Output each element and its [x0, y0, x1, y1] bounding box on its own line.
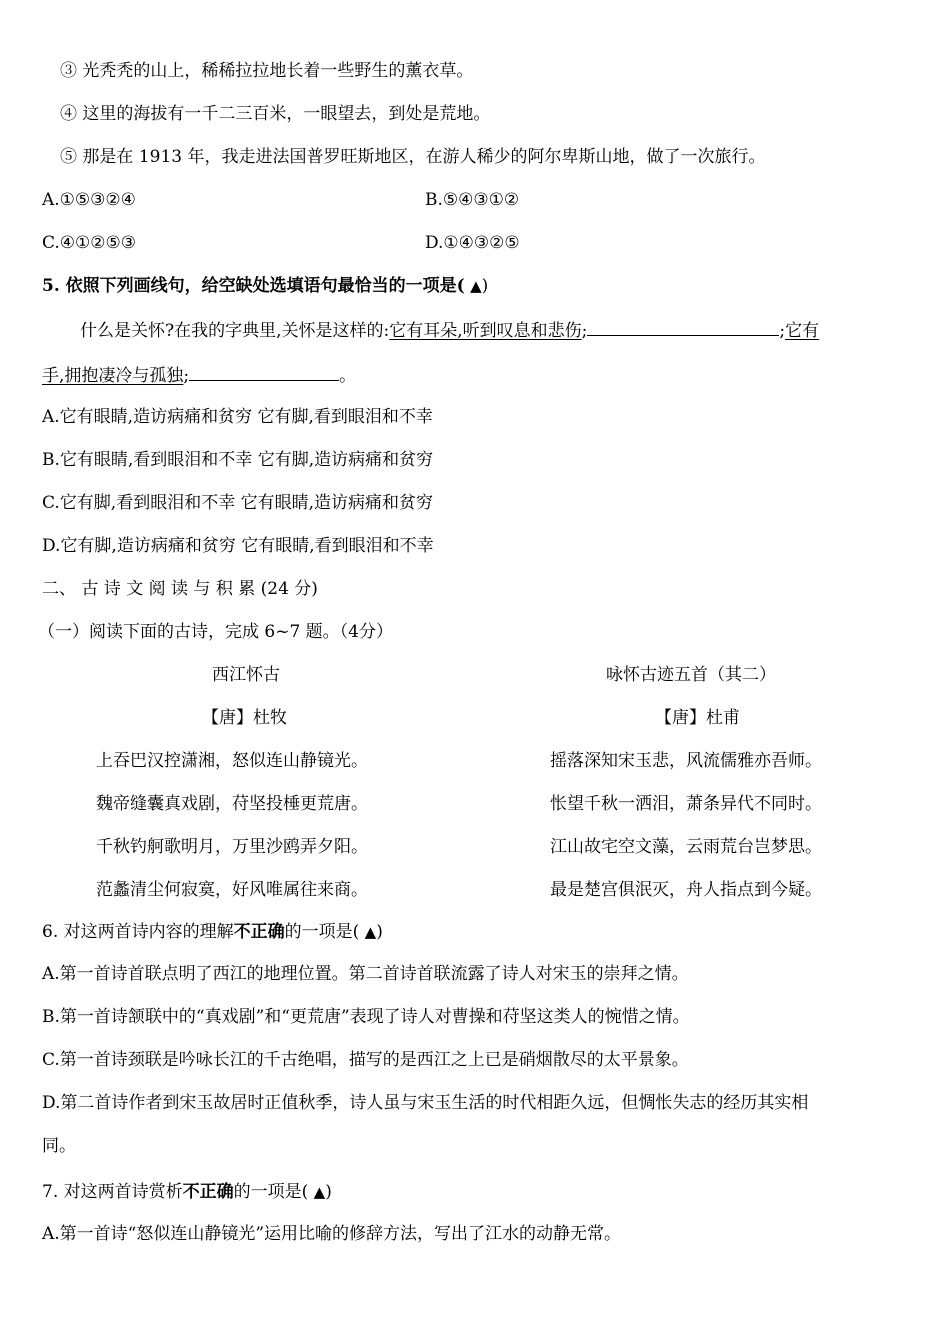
- q6-option-a: A.第一首诗首联点明了西江的地理位置。第二首诗首联流露了诗人对宋玉的崇拜之情。: [42, 964, 689, 984]
- poem-1-line-3: 千秋钓舸歌明月，万里沙鸥弄夕阳。: [96, 837, 368, 857]
- q6-answer-marker: ▲: [364, 923, 377, 941]
- q5-passage-line-1: [80, 317, 819, 343]
- q4-option-d: D.①④③②⑤: [425, 233, 520, 253]
- poem-2-author: 【唐】杜甫: [655, 708, 740, 728]
- q6-option-d-line-2: 同。: [42, 1136, 76, 1156]
- q4-option-a: A.①⑤③②④: [42, 190, 136, 210]
- poem-2-line-1: 摇落深知宋玉悲，风流儒雅亦吾师。: [550, 751, 822, 771]
- poem-1-line-1: 上吞巴汉控潇湘，怒似连山静镜光。: [96, 751, 368, 771]
- q5-passage-line-2: [42, 362, 356, 388]
- q5-semicolon-1: ;: [581, 321, 588, 341]
- section-2-part-1-instruction: （一）阅读下面的古诗，完成 6~7 题。（4分）: [38, 622, 393, 642]
- q5-underlined-sentence-2-end: 手,拥抱凄冷与孤独: [42, 366, 184, 386]
- q7-option-a: A.第一首诗“怒似连山静镜光”运用比喻的修辞方法，写出了江水的动静无常。: [42, 1224, 622, 1244]
- q6-stem-emphasis: 不正确: [233, 922, 285, 942]
- q7-answer-marker: ▲: [313, 1183, 326, 1201]
- question-5-stem: [42, 274, 488, 298]
- sentence-4: ④ 这里的海拔有一千二三百米，一眼望去，到处是荒地。: [60, 104, 491, 124]
- poem-2-title: 咏怀古迹五首（其二）: [606, 665, 776, 685]
- q5-blank-1[interactable]: [587, 317, 779, 336]
- q5-option-d: D.它有脚,造访病痛和贫穷 它有眼睛,看到眼泪和不幸: [42, 536, 434, 556]
- poem-2-line-2: 怅望千秋一洒泪，萧条异代不同时。: [550, 794, 822, 814]
- poem-1-author: 【唐】杜牧: [202, 708, 287, 728]
- q5-option-a: A.它有眼睛,造访病痛和贫穷 它有脚,看到眼泪和不幸: [42, 407, 433, 427]
- q5-underlined-sentence-2-start: 它有: [785, 321, 820, 341]
- q5-end-period: 。: [339, 366, 357, 386]
- q5-option-c: C.它有脚,看到眼泪和不幸 它有眼睛,造访病痛和贫穷: [42, 493, 434, 513]
- q4-option-b: B.⑤④③①②: [425, 190, 520, 210]
- sentence-5: ⑤ 那是在 1913 年，我走进法国普罗旺斯地区，在游人稀少的阿尔卑斯山地，做了一次旅行。: [60, 147, 766, 167]
- q6-stem-post: 的一项是(: [284, 922, 360, 942]
- q7-stem-emphasis: 不正确: [182, 1182, 234, 1202]
- q5-blank-2[interactable]: [189, 362, 339, 381]
- q5-passage-prefix: 什么是关怀?在我的字典里,关怀是这样的:: [80, 321, 390, 341]
- sentence-3: ③ 光秃秃的山上，稀稀拉拉地长着一些野生的薰衣草。: [60, 61, 474, 81]
- poem-2-line-3: 江山故宅空文藻，云雨荒台岂梦思。: [550, 837, 822, 857]
- q5-underlined-sentence-1: 它有耳朵,听到叹息和悲伤: [389, 321, 582, 341]
- q7-stem-close: ): [325, 1182, 332, 1202]
- q5-stem-close: ): [481, 276, 489, 296]
- q6-stem-pre: 6. 对这两首诗内容的理解: [42, 922, 234, 942]
- q5-semicolon-2: ;: [779, 321, 786, 341]
- poem-1-line-2: 魏帝缝囊真戏剧，苻坚投棰更荒唐。: [96, 794, 368, 814]
- q7-stem-pre: 7. 对这两首诗赏析: [42, 1182, 183, 1202]
- q6-option-b: B.第一首诗颔联中的“真戏剧”和“更荒唐”表现了诗人对曹操和苻坚这类人的惋惜之情。: [42, 1007, 690, 1027]
- q5-stem-text: 5. 依照下列画线句，给空缺处选填语句最恰当的一项是(: [42, 276, 465, 296]
- q5-answer-marker: ▲: [470, 277, 482, 295]
- poem-1-line-4: 范蠡清尘何寂寞，好风唯属往来商。: [96, 880, 368, 900]
- question-6-stem: [42, 920, 383, 944]
- question-7-stem: [42, 1180, 332, 1204]
- poem-2-line-4: 最是楚宫俱泯灭，舟人指点到今疑。: [550, 880, 822, 900]
- q6-option-d-line-1: D.第二首诗作者到宋玉故居时正值秋季，诗人虽与宋玉生活的时代相距久远，但惆怅失志的经历其实相: [42, 1093, 809, 1113]
- q6-stem-close: ): [376, 922, 383, 942]
- q5-option-b: B.它有眼睛,看到眼泪和不幸 它有脚,造访病痛和贫穷: [42, 450, 434, 470]
- poem-1-title: 西江怀古: [212, 665, 280, 685]
- section-2-heading: 二、 古 诗 文 阅 读 与 积 累 (24 分): [42, 579, 318, 599]
- q7-stem-post: 的一项是(: [233, 1182, 309, 1202]
- q5-semicolon-3: ;: [183, 366, 190, 386]
- q4-option-c: C.④①②⑤③: [42, 233, 137, 253]
- q6-option-c: C.第一首诗颈联是吟咏长江的千古绝唱，描写的是西江之上已是硝烟散尽的太平景象。: [42, 1050, 689, 1070]
